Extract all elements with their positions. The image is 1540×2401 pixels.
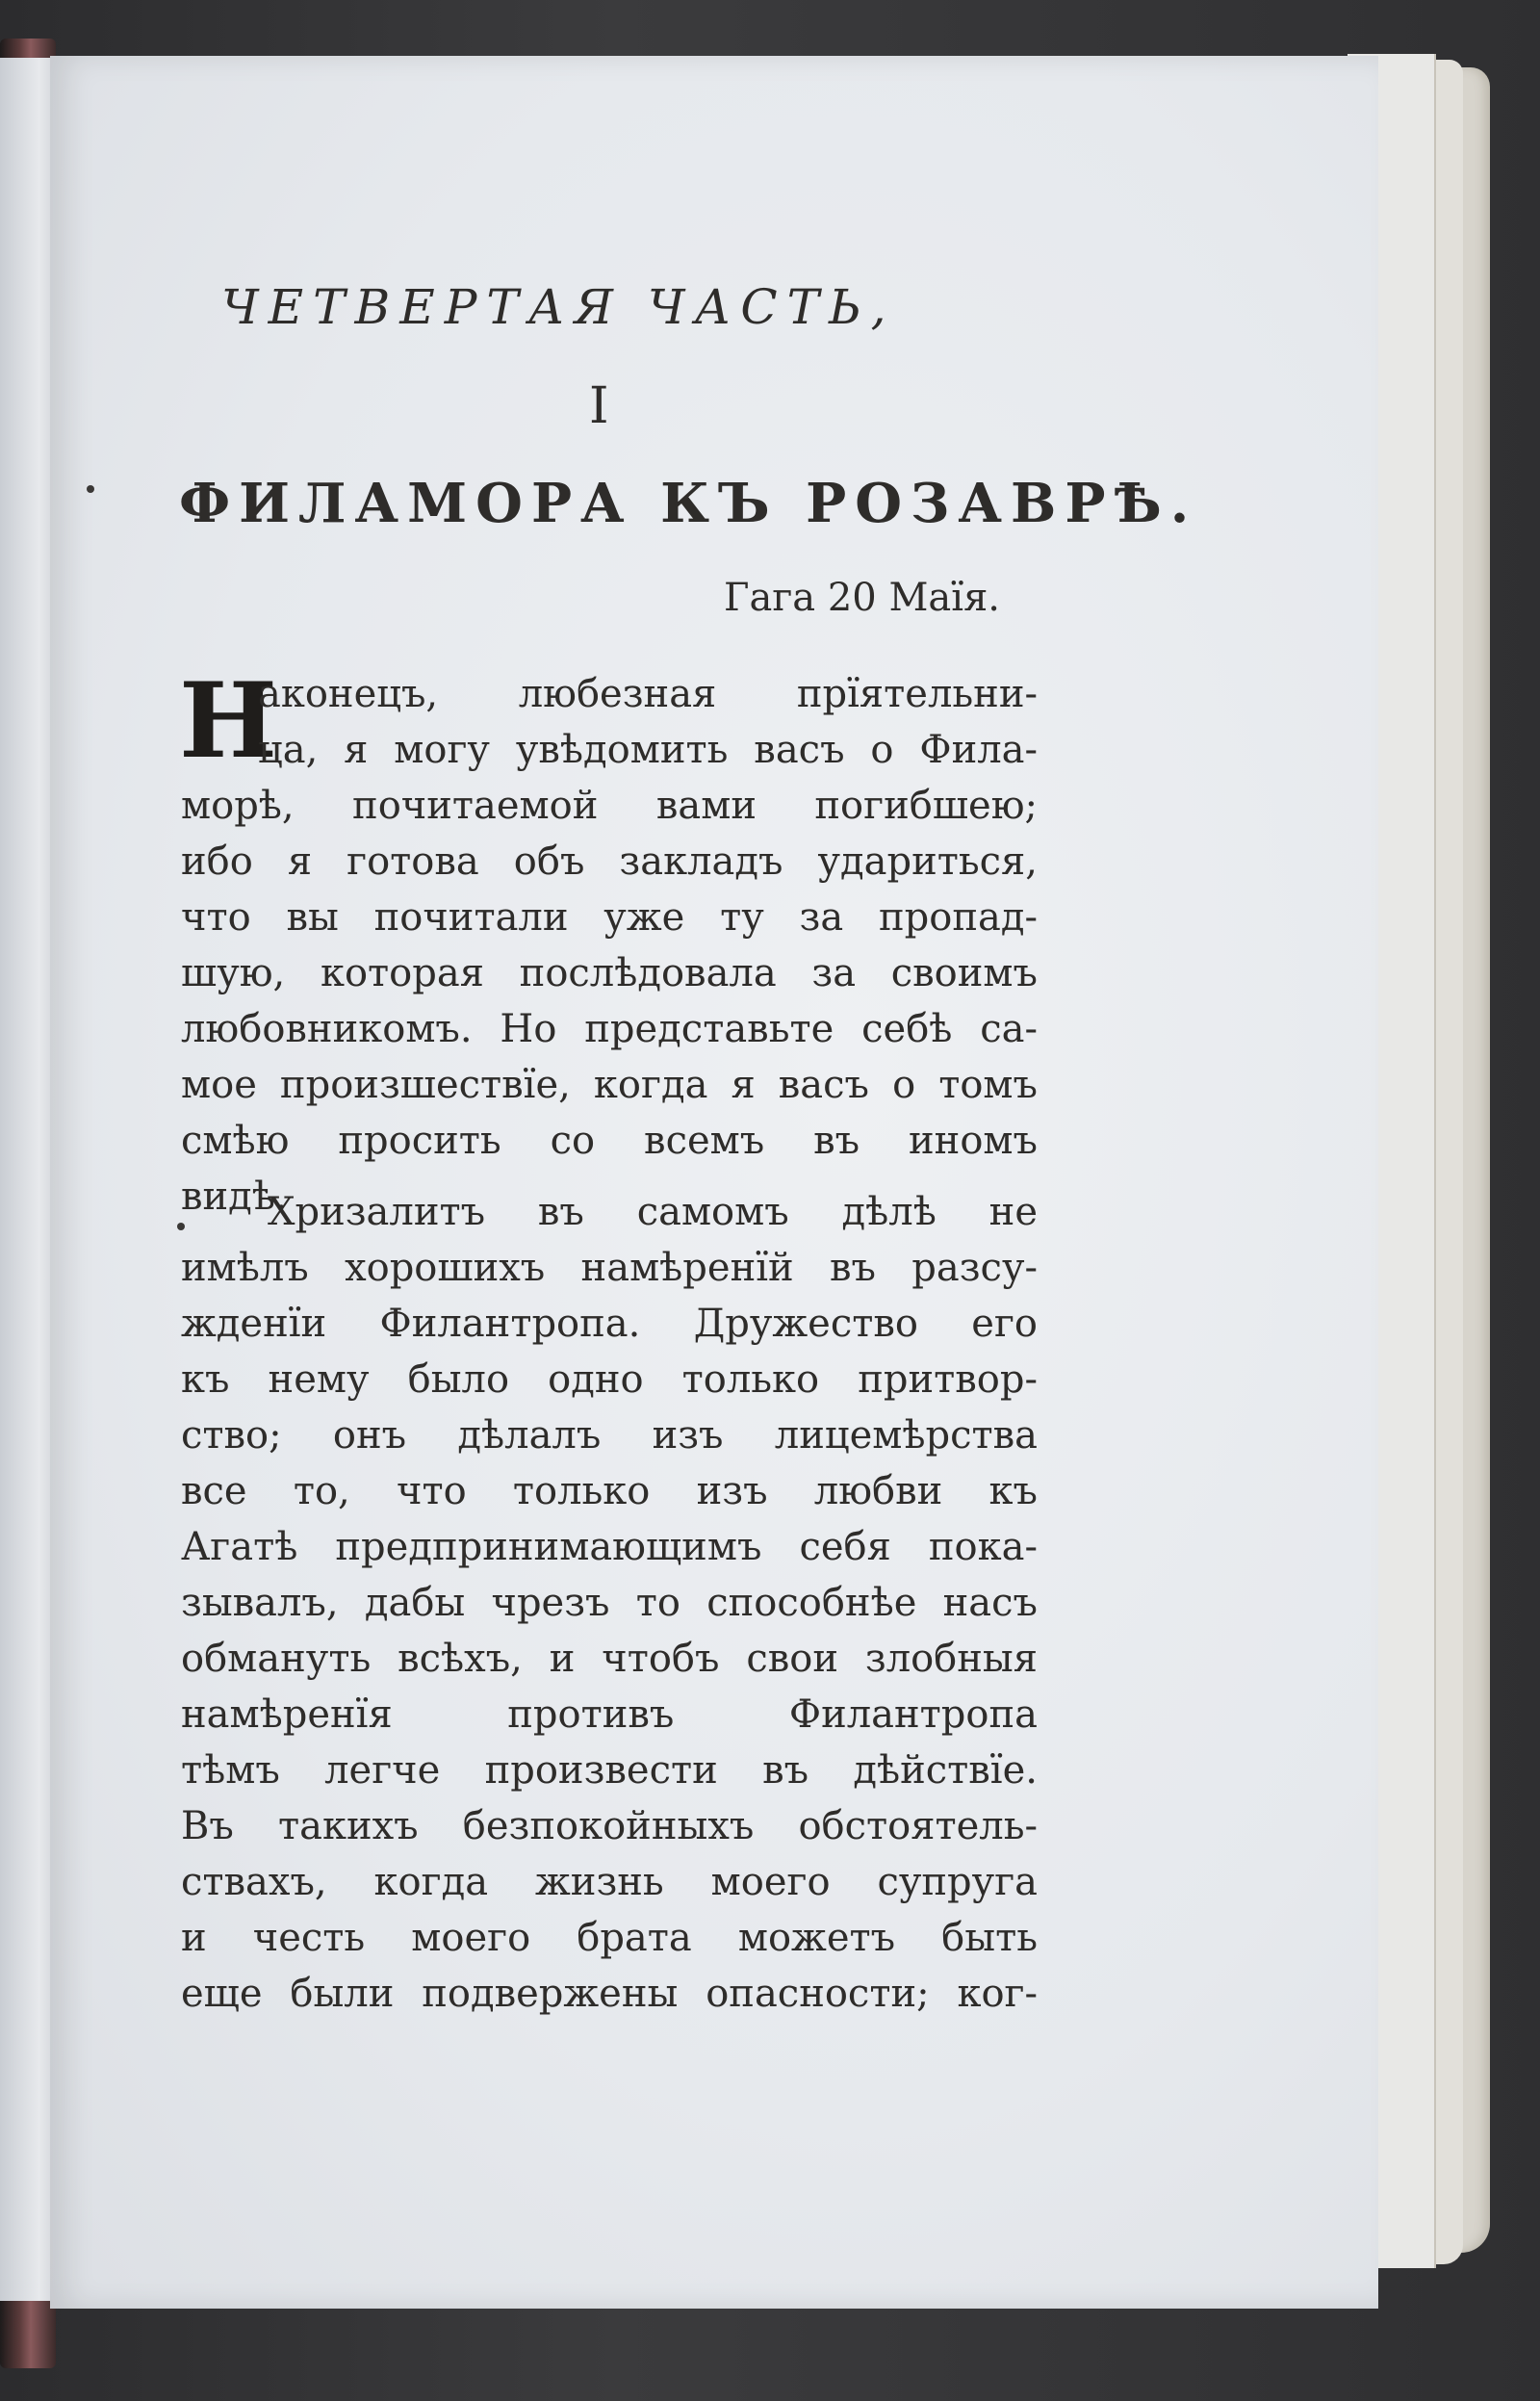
text-line: Агатѣ предпринимающимъ себя пока- xyxy=(181,1525,1038,1569)
text-line: аконецъ, любезная прїятельни- xyxy=(258,672,1038,716)
text-line: ство; онъ дѣлалъ изъ лицемѣрства xyxy=(181,1413,1038,1458)
text-line: шую, которая послѣдовала за своимъ xyxy=(181,951,1038,995)
text-line: мое произшествїе, когда я васъ о томъ xyxy=(181,1063,1038,1107)
text-line: видѣ. xyxy=(181,1175,288,1219)
text-line: ца, я могу увѣдомить васъ о Фила- xyxy=(258,728,1038,772)
ink-spot xyxy=(87,485,94,493)
text-line: еще были подвержены опасности; ког- xyxy=(181,1972,1038,2016)
text-line: и честь моего брата можетъ быть xyxy=(181,1916,1038,1960)
letter-dateline: Гага 20 Маїя. xyxy=(724,576,1001,620)
paragraph-2 xyxy=(181,1184,1038,2022)
text-line: къ нему было одно только притвор- xyxy=(181,1357,1038,1402)
part-heading: ЧЕТВЕРТАЯ ЧАСТЬ, xyxy=(221,279,896,335)
ink-spot xyxy=(177,1223,185,1230)
text-line: ибо я готова объ закладъ удариться, xyxy=(181,839,1038,884)
text-line: намѣренїя противъ Филантропа xyxy=(181,1692,1038,1737)
text-line: морѣ, почитаемой вами погибшею; xyxy=(181,784,1038,828)
text-line: ствахъ, когда жизнь моего супруга xyxy=(181,1860,1038,1904)
drop-cap: Н xyxy=(179,660,278,782)
text-line: Въ такихъ безпокойныхъ обстоятель- xyxy=(181,1804,1038,1848)
text-line: жденїи Филантропа. Дружество его xyxy=(181,1302,1038,1346)
letter-number: I xyxy=(589,377,609,435)
letter-title: ФИЛАМОРА КЪ РОЗАВРѢ. xyxy=(179,472,1198,535)
text-line: тѣмъ легче произвести въ дѣйствїе. xyxy=(181,1748,1038,1793)
text-line: зывалъ, дабы чрезъ то способнѣе насъ xyxy=(181,1581,1038,1625)
previous-page-edge xyxy=(0,58,57,2301)
text-line: обмануть всѣхъ, и чтобъ свои злобныя xyxy=(181,1637,1038,1681)
text-line: все то, что только изъ любви къ xyxy=(181,1469,1038,1513)
text-line: что вы почитали уже ту за пропад- xyxy=(181,895,1038,940)
text-line: смѣю просить со всемъ въ иномъ xyxy=(181,1119,1038,1163)
text-line: любовникомъ. Но представьте себѣ са- xyxy=(181,1007,1038,1051)
text-line: Хризалитъ въ самомъ дѣлѣ не xyxy=(268,1190,1038,1234)
paragraph-1 xyxy=(179,660,1038,1225)
text-line: имѣлъ хорошихъ намѣренїй въ разсу- xyxy=(181,1246,1038,1290)
